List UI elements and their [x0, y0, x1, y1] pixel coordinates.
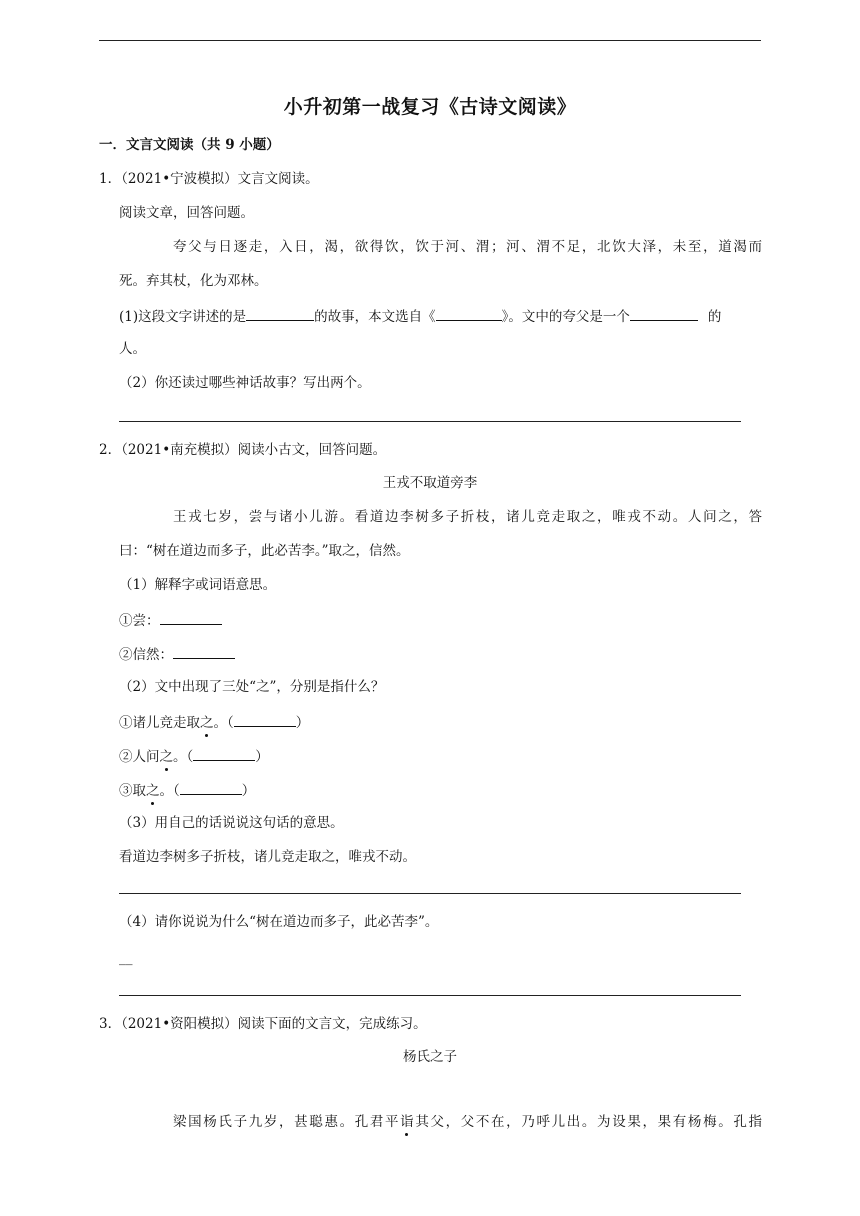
q2-sub4-mark: __ — [119, 950, 133, 966]
question-number: 3． — [99, 1016, 122, 1032]
q1-passage-line-2: 死。弃其杖，化为邓林。 — [119, 273, 268, 289]
q1-subquestion-1 — [119, 305, 721, 327]
answer-line[interactable] — [119, 995, 741, 996]
question-1-instruction: 阅读文章，回答问题。 — [119, 205, 254, 221]
sub1-text-d: 的 — [707, 309, 722, 325]
q2-sub2-item-3 — [119, 779, 255, 801]
q1-subquestion-1-cont: 人。 — [119, 341, 146, 357]
q2-passage-line-1: 王戎七岁，尝与诸小儿游。看道边李树多子折枝，诸儿竞走取之，唯戎不动。人问之，答 — [173, 509, 762, 525]
q3-passage-title: 杨氏之子 — [403, 1049, 457, 1065]
answer-blank[interactable] — [180, 779, 242, 795]
answer-blank-story[interactable] — [246, 305, 314, 321]
answer-blank[interactable] — [173, 643, 235, 659]
question-source: （2021•宁波模拟）文言文阅读。 — [121, 171, 319, 187]
passage-text: 其父，父不在，乃呼儿出。为设果，果有杨梅。孔指 — [413, 1114, 763, 1130]
question-source: （2021•南充模拟）阅读小古文，回答问题。 — [121, 442, 387, 458]
q2-subquestion-3: （3）用自己的话说说这句话的意思。 — [119, 815, 344, 831]
q2-subquestion-2: （2）文中出现了三处“之”，分别是指什么？ — [119, 679, 385, 695]
q2-sub1-item-2 — [119, 643, 235, 665]
q2-passage-title: 王戎不取道旁李 — [382, 475, 478, 491]
question-number: 2． — [99, 442, 122, 458]
emphasized-char: 诣 — [400, 1114, 414, 1130]
paren-close: ） — [255, 749, 269, 765]
emphasized-char: 之 — [146, 783, 160, 799]
question-3-header — [99, 1014, 427, 1034]
emphasized-char: 之 — [200, 715, 214, 731]
answer-blank-character[interactable] — [630, 305, 698, 321]
answer-blank[interactable] — [193, 745, 255, 761]
question-2-header — [99, 440, 386, 460]
q2-subquestion-1: （1）解释字或词语意思。 — [119, 577, 277, 593]
q2-sub2-item-1 — [119, 711, 309, 733]
header-rule — [99, 40, 761, 41]
item-text: 。（ — [159, 783, 180, 799]
answer-line[interactable] — [119, 893, 741, 894]
sub1-text-b: 的故事，本文选自《 — [314, 309, 436, 325]
paren-close: ） — [295, 715, 310, 731]
item-text: ②人问 — [119, 749, 160, 765]
q3-passage-line-1 — [173, 1112, 762, 1132]
answer-blank[interactable] — [160, 609, 222, 625]
answer-blank[interactable] — [234, 711, 296, 727]
question-1-header — [99, 169, 319, 189]
item-text: 。（ — [213, 715, 234, 731]
sub1-text-c: 》。文中的夸父是一个 — [501, 309, 630, 325]
q2-sub2-item-2 — [119, 745, 269, 767]
sub1-text-a: (1)这段文字讲述的是 — [119, 309, 247, 325]
paren-close: ） — [241, 783, 256, 799]
q2-passage-line-2: 曰：“树在道边而多子，此必苦李。”取之，信然。 — [119, 543, 410, 559]
page-title: 小升初第一战复习《古诗文阅读》 — [283, 96, 577, 118]
q2-sub3-sentence: 看道边李树多子折枝，诸儿竞走取之，唯戎不动。 — [119, 849, 416, 865]
answer-blank-source[interactable] — [436, 305, 502, 321]
q2-sub1-item-1 — [119, 609, 222, 631]
item-label: ②信然： — [119, 647, 173, 663]
answer-line[interactable] — [119, 421, 741, 422]
item-text: 。（ — [173, 749, 194, 765]
item-text: ③取 — [119, 783, 146, 799]
item-text: ①诸儿竞走取 — [119, 715, 200, 731]
emphasized-char: 之 — [159, 749, 173, 765]
q1-passage-line-1: 夸父与日逐走，入日，渴，欲得饮，饮于河、渭；河、渭不足，北饮大泽，未至，道渴而 — [173, 239, 762, 255]
question-number: 1． — [99, 171, 122, 187]
q1-subquestion-2: （2）你还读过哪些神话故事？写出两个。 — [119, 375, 371, 391]
q2-subquestion-4: （4）请你说说为什么“树在道边而多子，此必苦李”。 — [119, 914, 439, 930]
passage-text: 梁国杨氏子九岁，甚聪惠。孔君平 — [173, 1114, 401, 1130]
item-label: ①尝： — [119, 613, 160, 629]
section-heading: 一．文言文阅读（共 9 小题） — [99, 137, 280, 153]
question-source: （2021•资阳模拟）阅读下面的文言文，完成练习。 — [121, 1016, 427, 1032]
